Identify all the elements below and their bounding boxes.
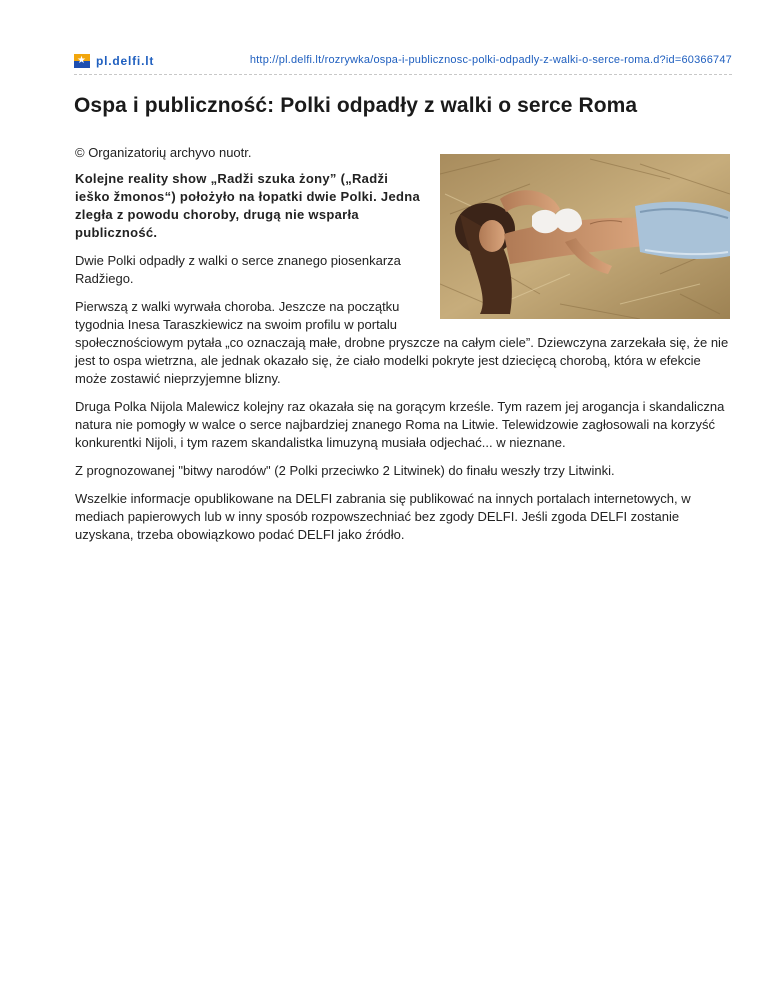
article-title: Ospa i publiczność: Polki odpadły z walki o serce Roma: [74, 94, 638, 117]
site-logo[interactable]: [74, 54, 154, 68]
article-url-link[interactable]: http://pl.delfi.lt/rozrywka/ospa-i-publicznosc-polki-odpadly-z-walki-o-serce-roma.d?id=60366747: [249, 54, 732, 66]
article-body: [75, 144, 730, 554]
article-paragraph: Dwie Polki odpadły z walki o serce znanego piosenkarza Radžiego.: [75, 253, 401, 286]
delfi-flag-star-icon: ★: [74, 54, 90, 68]
article-paragraph: Pierwszą z walki wyrwała choroba. Jeszcze na początku tygodnia Inesa Taraszkiewicz na swoim profilu w portalu społecznościowym pytała „co oznaczają małe, drobne pryszcze na całym ciele”. Dziewczyna zarzekała się, że nie jest to ospa wietrzna, ale jednak okazało się, że ciało modelki pokryte jest dziecięcą chorobą, która w efekcie może zostawić nieprzyjemne blizny.: [75, 299, 729, 386]
copyright-notice: Wszelkie informacje opublikowane na DELFI zabrania się publikować na innych portalach internetowych, w mediach papierowych lub w inny sposób rozpowszechniać bez zgody DELFI. Jeśli zgoda DELFI zostanie uzyskana, trzeba obowiązkowo podać DELFI jako źródło.: [75, 491, 691, 542]
site-name[interactable]: pl.delfi.lt: [96, 54, 155, 68]
article-photo: [440, 154, 730, 319]
page-header: [74, 52, 732, 70]
photo-credit: © Organizatorių archyvo nuotr.: [75, 145, 252, 160]
article-lead: Kolejne reality show „Radži szuka żony” („Radži ieško žmonos“) położyło na łopatki dwie Polki. Jedna zległa z powodu choroby, drugą nie wsparła publiczność.: [75, 171, 420, 240]
header-divider: [74, 74, 732, 75]
article-paragraph: Druga Polka Nijola Malewicz kolejny raz okazała się na gorącym krześle. Tym razem jej arogancja i skandaliczna natura nie pomogły w walce o serce najbardziej znanego Roma na Litwie. Telewidzowie zagłosowali na korzyść konkurentki Nijoli, i tym razem skandalistka limuzyną musiała odjechać... w nieznane.: [75, 399, 725, 450]
article-paragraph: Z prognozowanej "bitwy narodów" (2 Polki przeciwko 2 Litwinek) do finału weszły trzy Litwinki.: [75, 463, 615, 478]
